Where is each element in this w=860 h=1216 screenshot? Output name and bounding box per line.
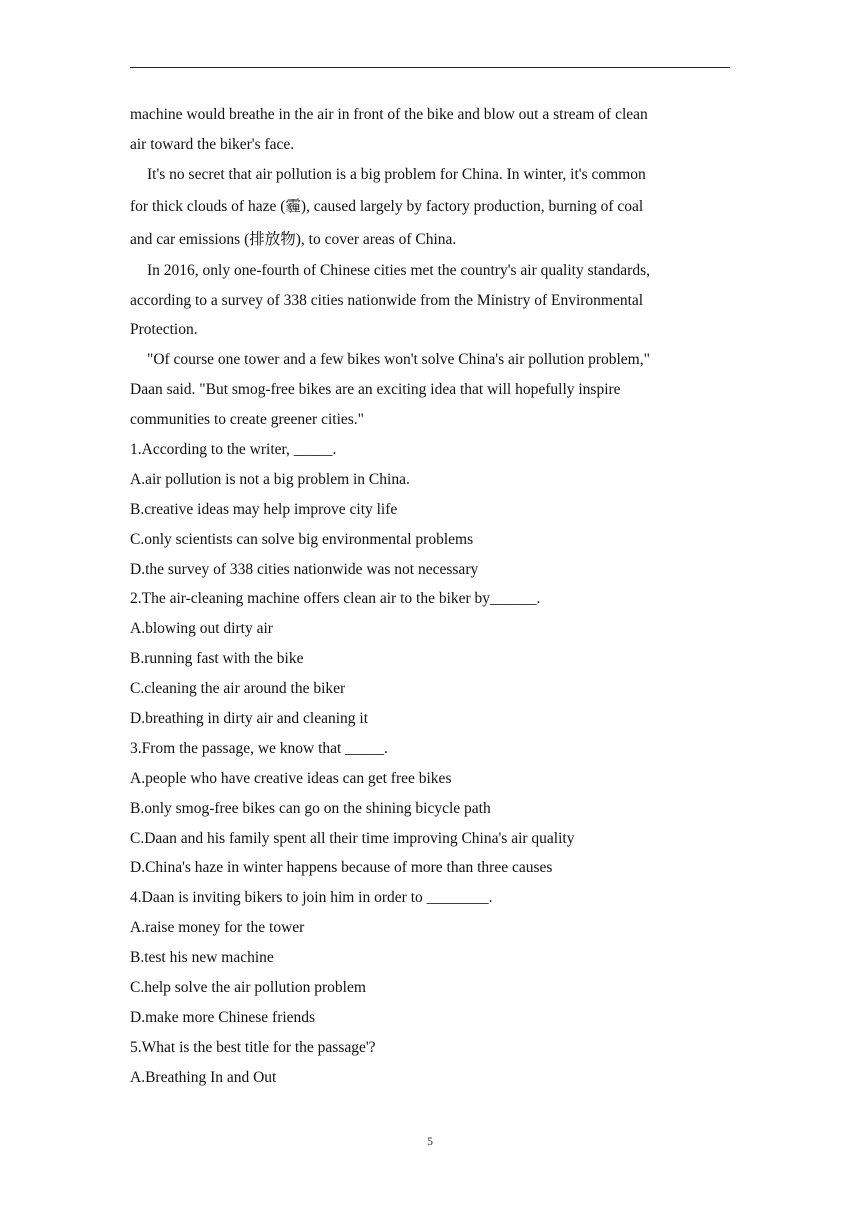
question-2 [130, 584, 730, 733]
passage-line: In 2016, only one-fourth of Chinese cities met the country's air quality standards, [147, 261, 650, 279]
reading-passage [130, 100, 730, 435]
answer-option: A.blowing out dirty air [130, 620, 273, 638]
header-rule [130, 67, 730, 68]
answer-option: A.air pollution is not a big problem in China. [130, 470, 410, 488]
answer-option: B.creative ideas may help improve city life [130, 500, 398, 518]
passage-line: "Of course one tower and a few bikes won't solve China's air pollution problem," [147, 351, 650, 369]
question-5 [130, 1033, 730, 1093]
answer-option: C.help solve the air pollution problem [130, 979, 366, 997]
question-stem: 4.Daan is inviting bikers to join him in order to ________. [130, 889, 493, 907]
passage-line: according to a survey of 338 cities nationwide from the Ministry of Environmental [130, 291, 644, 309]
answer-option: C.Daan and his family spent all their time improving China's air quality [130, 829, 575, 847]
page-number: 5 [427, 1134, 433, 1148]
page-body [130, 100, 730, 1093]
answer-option: D.make more Chinese friends [130, 1008, 316, 1026]
answer-option: D.the survey of 338 cities nationwide was not necessary [130, 560, 479, 578]
question-1 [130, 435, 730, 584]
passage-line: communities to create greener cities." [130, 411, 364, 429]
passage-line: It's no secret that air pollution is a big problem for China. In winter, it's common [147, 165, 646, 183]
answer-option: C.only scientists can solve big environmental problems [130, 530, 474, 548]
answer-option: D.China's haze in winter happens because of more than three causes [130, 859, 553, 877]
answer-option: C.cleaning the air around the biker [130, 680, 346, 698]
passage-line: machine would breathe in the air in front of the bike and blow out a stream of clean [130, 106, 648, 123]
answer-option: A.people who have creative ideas can get free bikes [130, 769, 452, 787]
answer-option: B.test his new machine [130, 949, 274, 967]
passage-line: Daan said. "But smog-free bikes are an exciting idea that will hopefully inspire [130, 381, 621, 399]
question-stem: 3.From the passage, we know that _____. [130, 739, 388, 757]
passage-line: Protection. [130, 321, 198, 339]
passage-line: for thick clouds of haze (霾), caused largely by factory production, burning of coal [130, 197, 644, 215]
passage-line: and car emissions (排放物), to cover areas of China. [130, 230, 457, 248]
question-3 [130, 734, 730, 883]
answer-option: A.Breathing In and Out [130, 1068, 277, 1086]
question-stem: 1.According to the writer, _____. [130, 441, 337, 459]
question-stem: 2.The air-cleaning machine offers clean air to the biker by______. [130, 590, 541, 608]
answer-option: A.raise money for the tower [130, 919, 305, 937]
answer-option: B.running fast with the bike [130, 650, 304, 668]
passage-line: air toward the biker's face. [130, 135, 295, 153]
question-stem: 5.What is the best title for the passage'? [130, 1038, 376, 1056]
answer-option: D.breathing in dirty air and cleaning it [130, 710, 369, 728]
answer-option: B.only smog-free bikes can go on the shining bicycle path [130, 799, 491, 817]
question-4 [130, 883, 730, 1032]
